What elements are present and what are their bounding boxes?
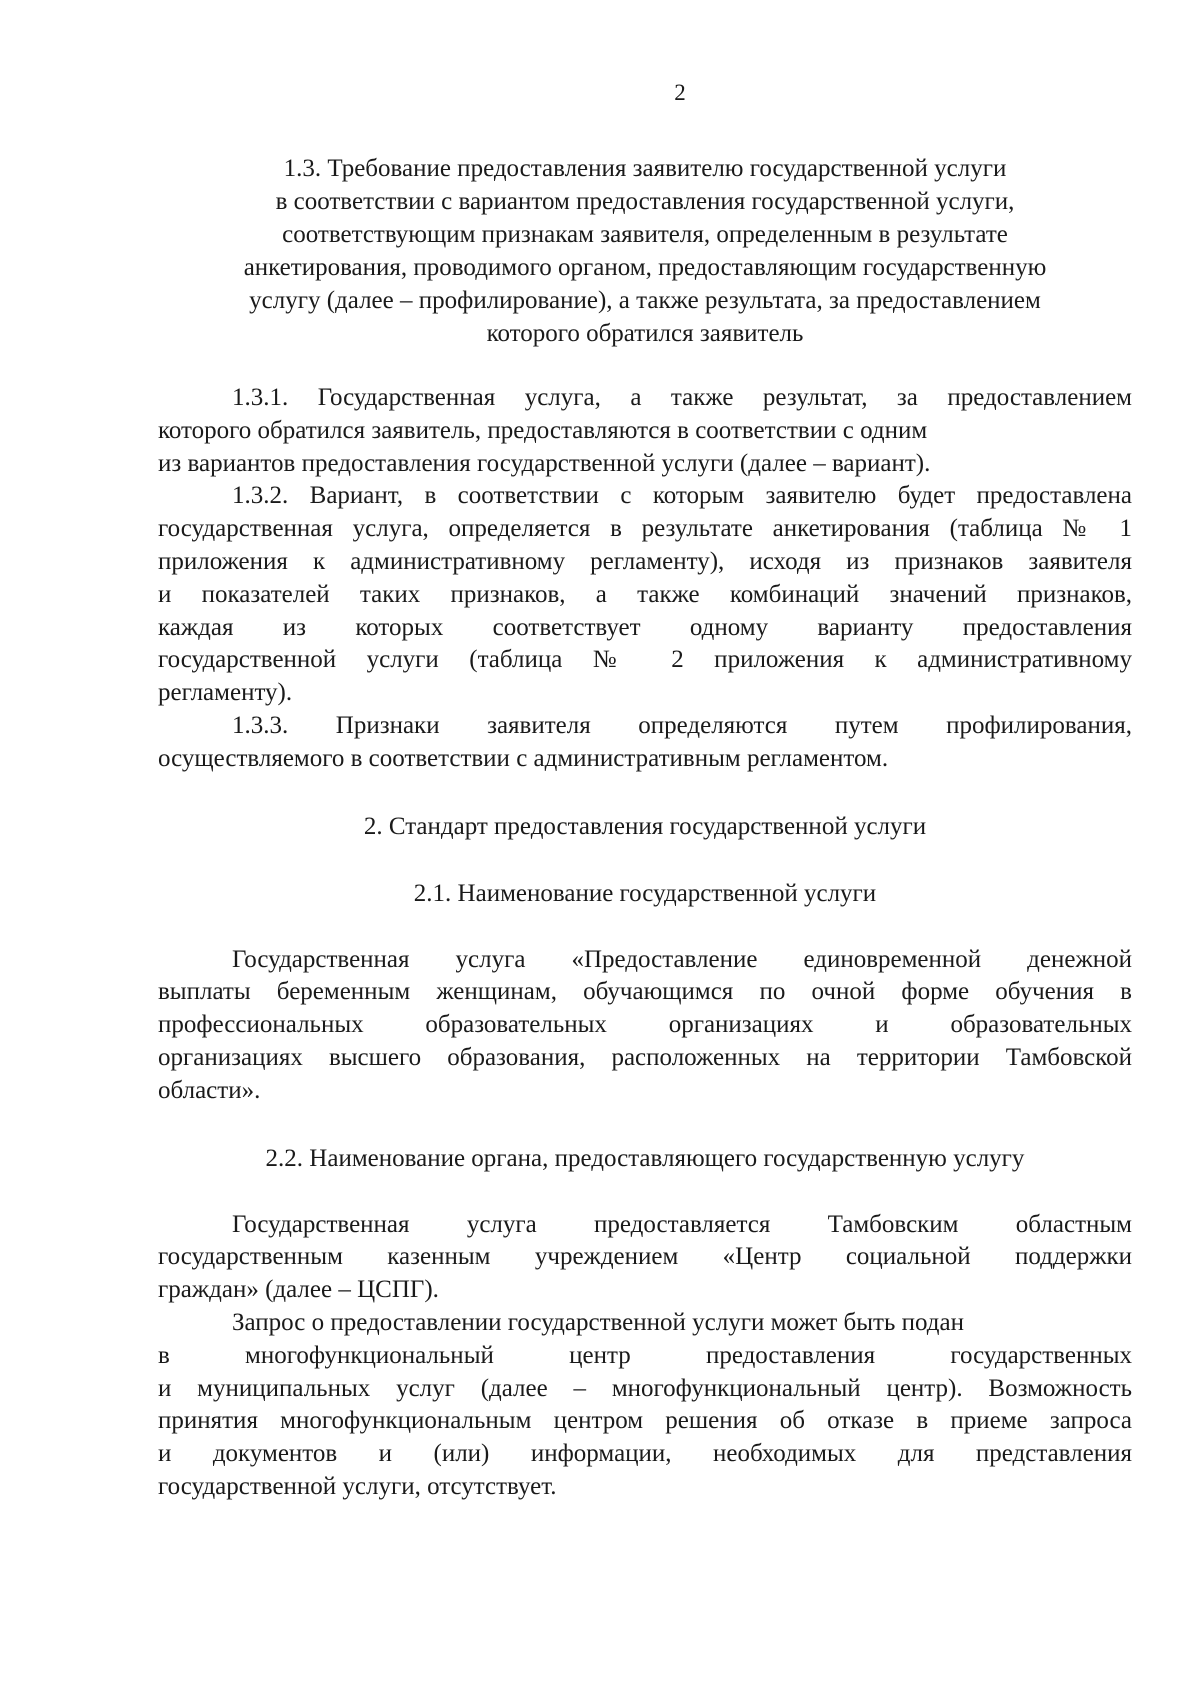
heading-line: 2.2. Наименование органа, предоставляющего государственную услугу xyxy=(265,1144,1025,1172)
paragraph-line: профессиональных образовательных организациях и образовательных xyxy=(158,1011,1132,1039)
paragraph-line: регламенту). xyxy=(158,679,293,707)
paragraph-line: Государственная услуга «Предоставление единовременной денежной xyxy=(232,945,1132,973)
paragraph-line: осуществляемого в соответствии с административным регламентом. xyxy=(158,744,889,772)
paragraph-line: организациях высшего образования, расположенных на территории Тамбовской xyxy=(158,1043,1132,1071)
section-1-3-heading xyxy=(158,152,1132,350)
paragraph-line: и документов и (или) информации, необходимых для представления xyxy=(158,1440,1132,1468)
paragraph-line: 1.3.3. Признаки заявителя определяются путем профилирования, xyxy=(232,711,1132,739)
paragraph-2-1 xyxy=(158,944,1132,1108)
heading-line: услугу (далее – профилирование), а также результата, за предоставлением xyxy=(249,287,1041,314)
section-2-1-heading xyxy=(158,877,1132,910)
paragraph-line: из вариантов предоставления государственной услуги (далее – вариант). xyxy=(158,449,931,477)
paragraph-line: Запрос о предоставлении государственной услуги может быть подан xyxy=(232,1308,964,1336)
paragraph-line: принятия многофункциональным центром решения об отказе в приеме запроса xyxy=(158,1407,1132,1435)
paragraph-line: 1.3.2. Вариант, в соответствии с которым заявителю будет предоставлена xyxy=(232,482,1132,510)
section-2-heading xyxy=(158,810,1132,843)
paragraph-2-2-a xyxy=(158,1209,1132,1307)
paragraph-line: которого обратился заявитель, предоставляются в соответствии с одним xyxy=(158,416,928,444)
paragraph-line: и показателей таких признаков, а также комбинаций значений признаков, xyxy=(158,580,1132,608)
paragraph-line: государственной услуги, отсутствует. xyxy=(158,1472,557,1500)
paragraph-line: государственным казенным учреждением «Центр социальной поддержки xyxy=(158,1243,1132,1271)
paragraph-1-3-3 xyxy=(158,710,1132,776)
paragraph-line: области». xyxy=(158,1076,261,1104)
page-content xyxy=(158,152,1132,1504)
heading-line: 2.1. Наименование государственной услуги xyxy=(413,879,877,907)
paragraph-line: каждая из которых соответствует одному варианту предоставления xyxy=(158,613,1132,641)
paragraph-2-2-b xyxy=(158,1307,1132,1504)
paragraph-line: выплаты беременным женщинам, обучающимся по очной форме обучения в xyxy=(158,978,1132,1006)
heading-line: которого обратился заявитель xyxy=(486,320,804,347)
paragraph-line: 1.3.1. Государственная услуга, а также результат, за предоставлением xyxy=(232,384,1132,411)
heading-line: в соответствии с вариантом предоставления государственной услуги, xyxy=(275,188,1015,215)
heading-line: 2. Стандарт предоставления государственной услуги xyxy=(363,812,927,840)
paragraph-line: Государственная услуга предоставляется Тамбовским областным xyxy=(232,1210,1132,1238)
heading-line: соответствующим признакам заявителя, определенным в результате xyxy=(282,221,1008,248)
paragraph-line: и муниципальных услуг (далее – многофункциональный центр). Возможность xyxy=(158,1374,1132,1402)
paragraph-line: граждан» (далее – ЦСПГ). xyxy=(158,1276,439,1304)
paragraph-1-3-1 xyxy=(158,382,1132,480)
paragraph-1-3-2 xyxy=(158,480,1132,710)
heading-line: 1.3. Требование предоставления заявителю государственной услуги xyxy=(283,155,1007,182)
paragraph-line: приложения к административному регламенту), исходя из признаков заявителя xyxy=(158,547,1132,575)
paragraph-line: в многофункциональный центр предоставления государственных xyxy=(158,1341,1132,1369)
section-2-2-heading xyxy=(158,1142,1132,1175)
page-number: 2 xyxy=(674,80,686,105)
heading-line: анкетирования, проводимого органом, предоставляющим государственную xyxy=(243,254,1047,281)
paragraph-line: государственная услуга, определяется в результате анкетирования (таблица № 1 xyxy=(158,515,1132,543)
paragraph-line: государственной услуги (таблица № 2 приложения к административному xyxy=(158,646,1132,674)
